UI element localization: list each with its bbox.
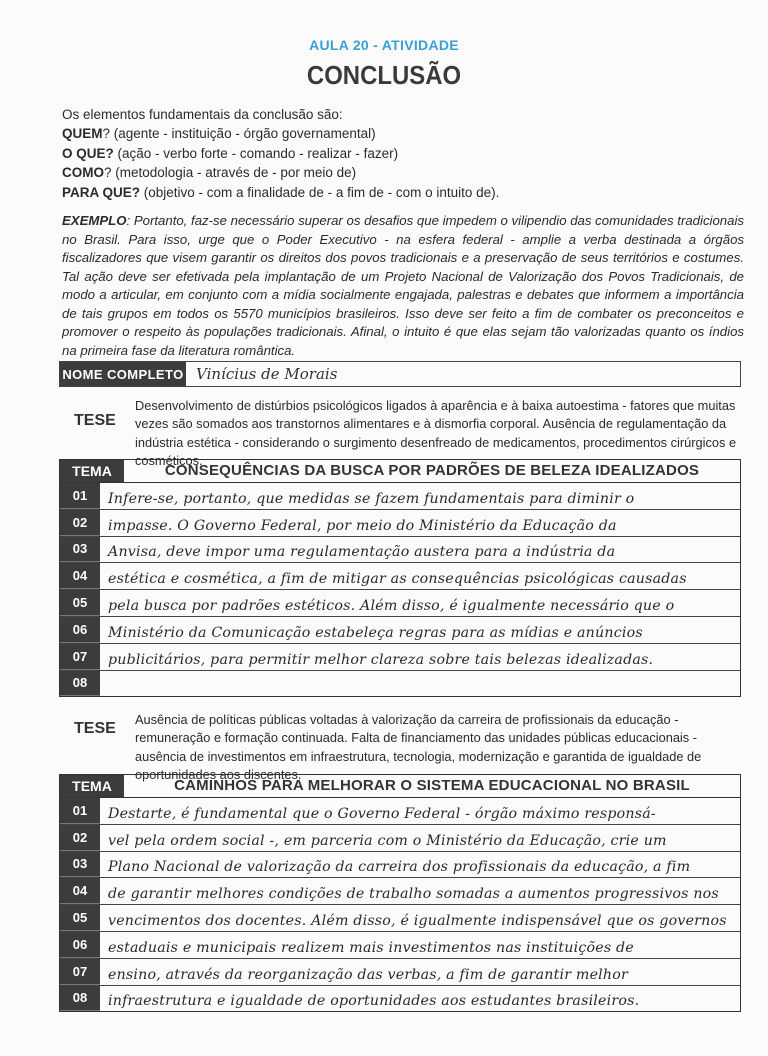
intro-key: O QUE? [62, 145, 114, 161]
line-number: 07 [60, 644, 100, 670]
writing-line[interactable] [60, 852, 740, 879]
writing-sheet [59, 774, 741, 1012]
intro-lead: Os elementos fundamentais da conclusão são: [62, 107, 343, 122]
writing-line[interactable] [60, 932, 740, 959]
example-paragraph [62, 212, 744, 360]
handwritten-text[interactable]: pela busca por padrões estéticos. Além disso, é igualmente necessário que o [108, 597, 675, 614]
handwritten-text[interactable]: ensino, através da reorganização das verbas, a fim de garantir melhor [108, 966, 628, 983]
line-number: 04 [60, 563, 100, 589]
tema-title: CONSEQUÊNCIAS DA BUSCA POR PADRÕES DE BELEZA IDEALIZADOS [164, 462, 700, 479]
line-number: 01 [60, 798, 100, 824]
line-number: 03 [60, 537, 100, 563]
writing-line[interactable] [60, 671, 740, 697]
writing-sheet [59, 459, 741, 697]
handwritten-text[interactable]: de garantir melhores condições de trabalho somadas a aumentos progressivos nos [108, 886, 719, 903]
intro-item [62, 183, 742, 202]
handwritten-text[interactable]: Ministério da Comunicação estabeleça regras para as mídias e anúncios [108, 624, 643, 641]
handwritten-text[interactable]: infraestrutura e igualdade de oportunidades aos estudantes brasileiros. [108, 993, 640, 1010]
tese-text: Ausência de políticas públicas voltadas à valorização da carreira de profissionais da educação - remuneração e formação continuada. Falta de financiamento das unidades públicas educacionais - ausência de investimentos em infraestrutura, tecnologia, modernização e garantida de igualdade de oportunidades aos discentes. [135, 712, 702, 783]
tese-label: TESE [74, 412, 116, 429]
writing-line[interactable] [60, 563, 740, 590]
intro-text: ? (metodologia - através de - por meio de) [104, 165, 357, 181]
line-number: 07 [60, 959, 100, 985]
tema-title: CAMINHOS PARA MELHORAR O SISTEMA EDUCACIONAL NO BRASIL [174, 777, 690, 794]
tema-label: TEMA [60, 460, 124, 482]
line-number: 02 [60, 825, 100, 851]
intro-text: (ação - verbo forte - comando - realizar - fazer) [113, 145, 399, 161]
name-field[interactable] [59, 361, 741, 387]
line-number: 05 [60, 905, 100, 931]
handwritten-text[interactable]: Plano Nacional de valorização da carreira dos profissionais da educação, a fim [108, 859, 691, 876]
intro-key: COMO [62, 165, 104, 181]
line-number: 01 [60, 483, 100, 509]
line-number: 06 [60, 617, 100, 643]
line-number: 02 [60, 510, 100, 536]
handwritten-text[interactable]: impasse. O Governo Federal, por meio do Ministério da Educação da [108, 517, 617, 534]
handwritten-text[interactable]: publicitários, para permitir melhor clareza sobre tais belezas idealizadas. [108, 651, 654, 668]
writing-line[interactable] [60, 510, 740, 537]
writing-line[interactable] [60, 644, 740, 671]
intro-item [62, 124, 742, 143]
writing-line[interactable] [60, 798, 740, 825]
intro-key: QUEM [62, 126, 103, 142]
line-number: 03 [60, 852, 100, 878]
sheet-header [60, 775, 740, 798]
writing-line[interactable] [60, 617, 740, 644]
line-number: 08 [60, 671, 100, 697]
writing-line[interactable] [60, 905, 740, 932]
handwritten-text[interactable]: vel pela ordem social -, em parceria com o Ministério da Educação, crie um [108, 832, 667, 849]
writing-line[interactable] [60, 878, 740, 905]
name-field-value[interactable]: Vinícius de Morais [196, 365, 338, 383]
name-field-label: NOME COMPLETO [60, 362, 186, 386]
handwritten-text[interactable] [100, 671, 740, 697]
handwritten-text[interactable]: Anvisa, deve impor uma regulamentação austera para a indústria da [108, 544, 616, 561]
example-text: : Portanto, faz-se necessário superar os desafios que impedem o vilipendio das comunidades tradicionais no Brasil. Para isso, urge que o Poder Executivo - na esfera federal - amplie a verba destinada a órgãos fiscalizadores que visem garantir os direitos dos povos tradicionais e a preservação de seus territórios e costumes. Tal ação deve ser efetivada pela implantação de um Projeto Nacional de Valorização dos Povos Tradicionais, de modo a articular, em conjunto com a mídia socialmente engajada, palestras e debates que informem a importância de tais grupos em todos os 5570 municípios brasileiros. Isso deve ser feito a fim de combater os preconceitos e promover o respeito às populações tradicionais. Afinal, o intuito é que elas sejam tão valorizadas quanto os índios na primeira fase da literatura romântica. [62, 213, 744, 358]
intro-item [62, 163, 742, 182]
example-label: EXEMPLO [62, 213, 127, 228]
intro-text: ? (agente - instituição - órgão governamental) [102, 126, 376, 142]
line-number: 08 [60, 986, 100, 1012]
handwritten-text[interactable]: Infere-se, portanto, que medidas se fazem fundamentais para diminir o [108, 490, 635, 507]
intro-block [62, 105, 742, 202]
page-title: CONCLUSÃO [306, 60, 462, 90]
handwritten-text[interactable]: Destarte, é fundamental que o Governo Federal - órgão máximo responsá- [108, 805, 656, 822]
line-number: 06 [60, 932, 100, 958]
writing-line[interactable] [60, 590, 740, 617]
intro-item [62, 144, 742, 163]
writing-line[interactable] [60, 959, 740, 986]
writing-line[interactable] [60, 537, 740, 564]
handwritten-text[interactable]: estética e cosmética, a fim de mitigar as consequências psicológicas causadas [108, 571, 687, 588]
handwritten-text[interactable]: vencimentos dos docentes. Além disso, é igualmente indispensável que os governos [108, 912, 727, 929]
activity-subtitle: AULA 20 - ATIVIDADE [309, 37, 459, 53]
handwritten-text[interactable]: estaduais e municipais realizem mais investimentos nas instituições de [108, 939, 634, 956]
line-number: 04 [60, 878, 100, 904]
line-number: 05 [60, 590, 100, 616]
tese-text: Desenvolvimento de distúrbios psicológicos ligados à aparência e à baixa autoestima - fatores que muitas vezes são somados aos transtornos alimentares e à dismorfia corporal. Ausência de regulamentação da indústria estética - considerando o surgimento desenfreado de medicamentos, procedimentos cirúrgicos e cosméticos. [135, 398, 737, 469]
sheet-header [60, 460, 740, 483]
writing-line[interactable] [60, 825, 740, 852]
writing-line[interactable] [60, 483, 740, 510]
writing-line[interactable] [60, 986, 740, 1012]
intro-key: PARA QUE? [62, 184, 141, 200]
tema-label: TEMA [60, 775, 124, 797]
tese-label: TESE [74, 720, 116, 737]
intro-text: (objetivo - com a finalidade de - a fim de - com o intuito de). [140, 184, 500, 200]
